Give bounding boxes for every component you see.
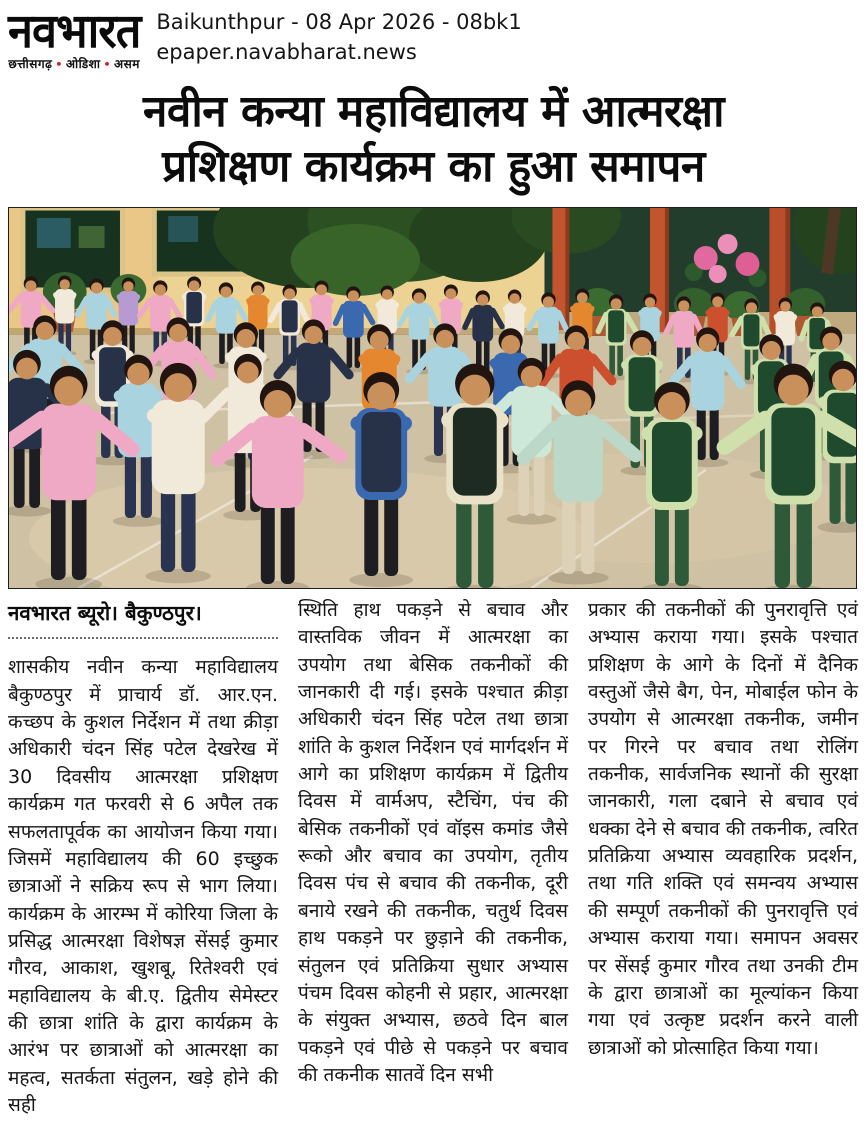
masthead: [0, 0, 867, 72]
tagline-region-3: असम: [113, 57, 140, 71]
column-2-text: स्थिति हाथ पकड़ने से बचाव और वास्तविक जीवन में आत्मरक्षा का उपयोग तथा बेसिक तकनीकों की जानकारी दी गई। इसके पश्चात क्रीड़ा अधिकारी चंदन सिंह पटेल तथा छात्रा शांति के कुशल निर्देशन एवं मार्गदर्शन में आगे का प्रशिक्षण कार्यक्रम में द्वितीय दिवस में वार्मअप, स्टैचिंग, पंच की बेसिक तकनीकों एवं वॉइस कमांड जैसे रूको और बचाव का उपयोग, तृतीय दिवस पंच से बचाव की तकनीक, दूरी बनाये रखने की तकनीक, चतुर्थ दिवस हाथ पकड़ने पर छुड़ाने की तकनीक, संतुलन एवं प्रतिक्रिया सुधार अभ्यास पंचम दिवस कोहनी से प्रहार, आत्मरक्षा के संयुक्त अभ्यास, छठवे दिन बाल पकड़ने एवं पीछे से पकड़ने पर बचाव की तकनीक सातवें दिन सभी: [298, 598, 568, 1086]
byline-rule: [8, 637, 278, 639]
column-1-text: शासकीय नवीन कन्या महाविद्यालय बैकुण्ठपुर में प्राचार्य डॉ. आर.एन. कच्छप के कुशल निर्देशन में तथा क्रीड़ा अधिकारी चंदन सिंह पटेल देखरेख में 30 दिवसीय आत्मरक्षा प्रशिक्षण कार्यक्रम गत फरवरी से 6 अपैल तक सफलतापूर्वक का आयोजन किया गया। जिसमें महाविद्यालय की 60 इच्छुक छात्राओं ने सक्रिय रूप से भाग लिया। कार्यक्रम के आरम्भ में कोरिया जिला के प्रसिद्ध आत्मरक्षा विशेषज्ञ सेंसई कुमार गौरव, आकाश, खुशबू, रितेश्वरी एवं महाविद्यालय के बी.ए. द्वितीय सेमेस्टर की छात्रा शांति के द्वारा कार्यक्रम के आरंभ पर छात्राओं को आत्मरक्षा का महत्व, सतर्कता संतुलन, खड़े होने की सही: [8, 656, 278, 1117]
tagline-region-1: छत्तीसगढ़: [8, 57, 53, 71]
newspaper-logo: नवभारत: [8, 2, 141, 59]
epaper-url: epaper.navabharat.news: [156, 39, 417, 64]
edition-info: [156, 7, 521, 68]
headline-line-2: प्रशिक्षण कार्यक्रम का हुआ समापन: [162, 141, 705, 193]
edition-line: Baikunthpur - 08 Apr 2026 - 08bk1: [156, 10, 522, 34]
byline: नवभारत ब्यूरो। बैकुण्ठपुर।: [8, 600, 202, 625]
article-body: [0, 589, 867, 1136]
article-column-1: [8, 597, 278, 1120]
tagline-dot-icon: •: [103, 58, 111, 71]
article-headline: [8, 84, 859, 195]
column-3-text: प्रकार की तकनीकों की पुनरावृत्ति एवं अभ्यास कराया गया। इसके पश्चात प्रशिक्षण के आगे के दिनों में दैनिक वस्तुओं जैसे बैग, पेन, मोबाईल फोन के उपयोग से आत्मरक्षा तकनीक, जमीन पर गिरने पर बचाव तथा रोलिंग तकनीक, सार्वजनिक स्थानों की सुरक्षा जानकारी, गला दबाने से बचाव एवं धक्का देने से बचाव की तकनीक, त्वरित प्रतिक्रिया अभ्यास व्यवहारिक प्रदर्शन, तथा गति शक्ति एवं समन्वय अभ्यास की सम्पूर्ण तकनीकों की पुनरावृत्ति एवं अभ्यास कराया गया। समापन अवसर पर सेंसई कुमार गौरव तथा उनकी टीम के द्वारा छात्राओं का मूल्यांकन किया गया एवं उत्कृष्ट प्रदर्शन करने वाली छात्राओं को प्रोत्साहित किया गया।: [588, 598, 858, 1059]
tagline-region-2: ओडिशा: [65, 57, 101, 71]
tagline-dot-icon: •: [55, 58, 63, 71]
newspaper-logo-block: [8, 2, 141, 72]
article-photo: [9, 208, 856, 588]
headline-line-1: नवीन कन्या महाविद्यालय में आत्मरक्षा: [143, 86, 724, 137]
article-column-3: [588, 597, 858, 1120]
article-column-2: [298, 597, 568, 1120]
article-photo-frame: [8, 207, 857, 589]
